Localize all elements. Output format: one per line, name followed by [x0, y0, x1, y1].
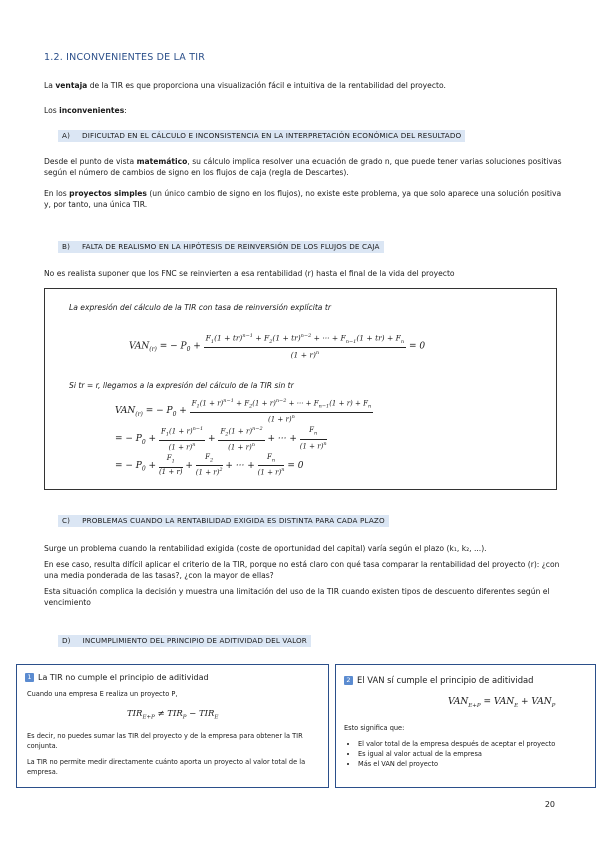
formula-tir-with-tr: $VAN_{(r)}$ = − $P_0$ + $\frac{F_1(1 + tr)^{n-1} + F_2(1 + tr)^{n-2} + \cdot\cdot\cdot + F_{n-1}(1 + tr) + F_n}{(1 + r)^n}$ = 0 [129, 333, 426, 360]
card2-bullet-1: • El valor total de la empresa después de aceptar el proyecto [358, 739, 589, 749]
card1-formula: $TIR_{E+P} \ne TIR_P - TIR_E$ [127, 709, 219, 721]
card2-intro: Esto significa que: [344, 724, 405, 732]
card-van-aditividad [335, 664, 596, 788]
page-number: 20 [544, 800, 555, 809]
card2-badge: 2 [344, 676, 353, 685]
card2-bullet-2: • Es igual al valor actual de la empresa [358, 749, 589, 759]
formula-caption-2: Si tr = r, llegamos a la expresión del cálculo de la TIR sin tr [69, 381, 294, 390]
card2-title: 2 El VAN sí cumple el principio de aditividad [344, 675, 533, 685]
formula-tir-line-2: = − $P_0$ + $\frac{F_1(1 + r)^{n-1}}{(1 + r)^n}$ + $\frac{F_2(1 + r)^{n-2}}{(1 + r)^n}$ + ··· + $\frac{F_n}{(1 + r)^n}$ [115, 426, 327, 452]
subsection-a-heading: A) DIFICULTAD EN EL CÁLCULO E INCONSISTENCIA EN LA INTERPRETACIÓN ECONÓMICA DEL RESULTADO [58, 130, 465, 142]
card1-line2: Es decir, no puedes sumar las TIR del proyecto y de la empresa para obtener la TIR conjunta. [27, 732, 303, 750]
card1-line3: La TIR no permite medir directamente cuánto aporta un proyecto al valor total de la empresa. [27, 758, 306, 776]
card2-bullet-3: • Más el VAN del proyecto [358, 759, 589, 769]
card-tir-aditividad [16, 664, 329, 788]
paragraph-c3: Esta situación complica la decisión y muestra una limitación del uso de la TIR cuando existen tipos de descuento diferentes según el vencimiento [44, 587, 550, 607]
paragraph-a2: En los proyectos simples (un único cambio de signo en los flujos), no existe este problema, ya que solo aparece una solución positiva y, por tanto, una única TIR. [44, 189, 562, 209]
card1-badge: 1 [25, 673, 34, 682]
subsection-c-heading: C) PROBLEMAS CUANDO LA RENTABILIDAD EXIGIDA ES DISTINTA PARA CADA PLAZO [58, 515, 389, 527]
paragraph-c1: Surge un problema cuando la rentabilidad exigida (coste de oportunidad del capital) varía según el plazo (k₁, k₂, ...). [44, 544, 487, 553]
formula-caption-1: La expresión del cálculo de la TIR con tasa de reinversión explícita tr [69, 303, 331, 312]
formula-tir-line-3: = − $P_0$ + $\frac{F_1}{(1 + r)}$ + $\frac{F_2}{(1 + r)^2}$ + ··· + $\frac{F_n}{(1 + r)^n}$ = 0 [115, 453, 304, 477]
card1-line1: Cuando una empresa E realiza un proyecto P, [27, 690, 178, 698]
card2-bullet-list [344, 739, 589, 769]
formula-tir-line-1: $VAN_{(r)}$ = − $P_0$ + $\frac{F_1(1 + r)^{n-1} + F_2(1 + r)^{n-2} + \cdot\cdot\cdot + F_{n-1}(1 + r) + F_n}{(1 + r)^n}$ [115, 398, 372, 424]
paragraph-c2: En ese caso, resulta difícil aplicar el criterio de la TIR, porque no está claro con qué tasa comparar la rentabilidad del proyecto (r): ¿con una media ponderada de las tasas?, ¿con la mayor de ellas? [44, 560, 560, 580]
paragraph-b: No es realista suponer que los FNC se reinvierten a esa rentabilidad (r) hasta el final de la vida del proyecto [44, 269, 455, 278]
subsection-b-heading: B) FALTA DE REALISMO EN LA HIPÓTESIS DE REINVERSIÓN DE LOS FLUJOS DE CAJA [58, 241, 384, 253]
section-title: 1.2. INCONVENIENTES DE LA TIR [44, 52, 206, 63]
formula-box [44, 288, 557, 490]
subsection-d-heading: D) INCUMPLIMIENTO DEL PRINCIPIO DE ADITIVIDAD DEL VALOR [58, 635, 311, 647]
card1-title: 1 La TIR no cumple el principio de aditividad [25, 673, 209, 682]
inconvenientes-label: Los inconvenientes: [44, 106, 127, 115]
card2-formula: $VAN_{E+P} = VAN_E + VAN_P$ [448, 697, 556, 709]
intro-paragraph: La ventaja de la TIR es que proporciona una visualización fácil e intuitiva de la rentabilidad del proyecto. [44, 81, 446, 90]
paragraph-a1: Desde el punto de vista matemático, su cálculo implica resolver una ecuación de grado n, que puede tener varias soluciones positivas según el número de cambios de signo en los flujos de caja (regla de Descartes). [44, 157, 562, 177]
